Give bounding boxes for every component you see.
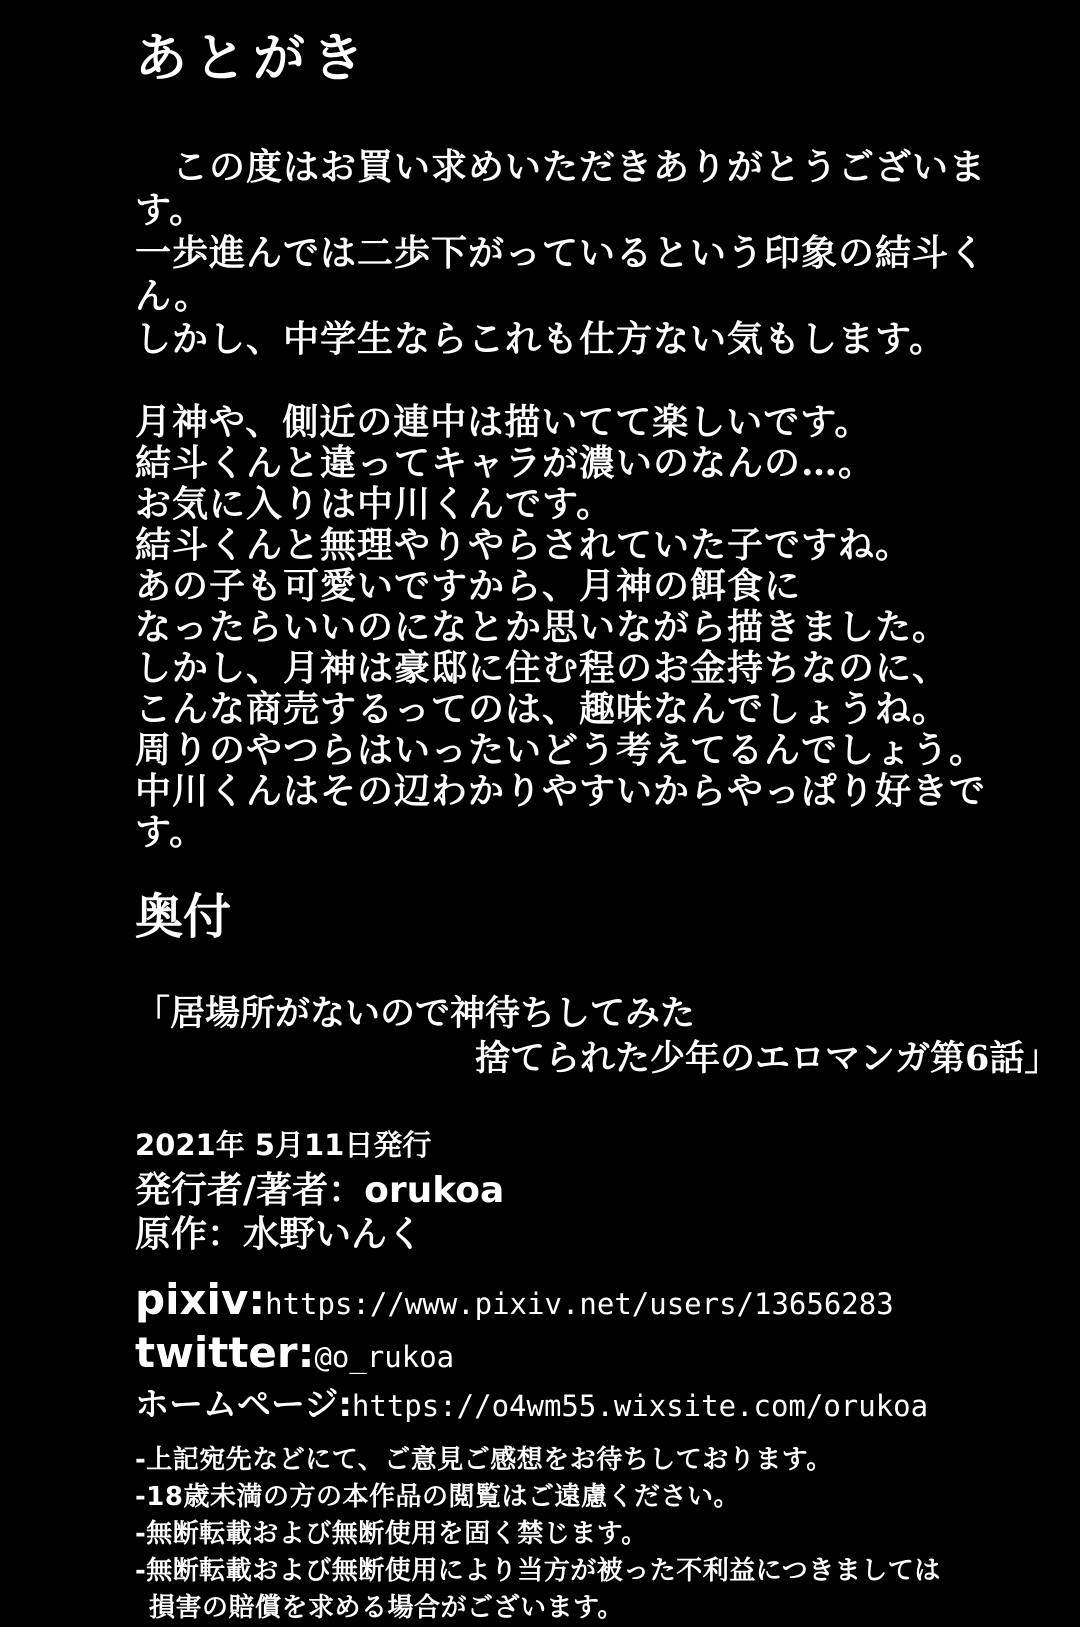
afterword-line: しかし、中学生ならこれも仕方ない気もします。 — [135, 318, 947, 360]
publication-date: 2021年 5月11日発行 — [135, 1128, 432, 1162]
afterword-line: あの子も可愛いですから、月神の餌食に — [135, 565, 802, 607]
colophon-heading: 奥付 — [135, 889, 232, 945]
afterword-line: 結斗くんと違ってキャラが濃いのなんの…。 — [135, 442, 876, 484]
afterword-line: なったらいいのになとか思いながら描きました。 — [135, 606, 950, 648]
homepage-row — [135, 1381, 1050, 1430]
afterword-paragraph-2 — [135, 402, 1050, 853]
afterword-line: しかし、月神は豪邸に住む程のお金持ちなのに、 — [135, 647, 950, 689]
contact-links — [135, 1275, 1050, 1430]
afterword-line: 月神や、側近の連中は描いてて楽しいです。 — [135, 401, 872, 443]
note-line: -無断転載および無断使用により当方が被った不利益につきましては — [135, 1556, 941, 1586]
pixiv-url: https://www.pixiv.net/users/13656283 — [265, 1287, 894, 1321]
twitter-label: twitter: — [135, 1328, 315, 1377]
note-line: -上記宛先などにて、ご意見ご感想をお待ちしております。 — [135, 1445, 833, 1475]
afterword-line: お気に入りは中川くんです。 — [135, 483, 614, 525]
work-title-line-1: 「居場所がないので神待ちしてみた — [135, 993, 696, 1034]
twitter-row — [135, 1329, 1050, 1381]
publisher-author-line: 発行者/著者：orukoa — [135, 1170, 505, 1211]
work-title-line-2: 捨てられた少年のエロマンガ第6話」 — [475, 1038, 1060, 1079]
pixiv-row — [135, 1275, 1050, 1329]
afterword-line: 周りのやつらはいったいどう考えてるんでしょう。 — [135, 729, 987, 771]
afterword-line: 一歩進んでは二歩下がっているという印象の結斗くん。 — [135, 232, 987, 317]
afterword-line: 中川くんはその辺わかりやすいからやっぱり好きです。 — [135, 770, 987, 853]
afterword-line: 結斗くんと無理やりやらされていた子ですね。 — [135, 524, 913, 566]
afterword-line: この度はお買い求めいただきありがとうございます。 — [135, 146, 987, 231]
afterword-heading: あとがき — [135, 28, 372, 89]
pixiv-label: pixiv: — [135, 1275, 266, 1324]
note-line: -無断転載および無断使用を固く禁じます。 — [135, 1519, 648, 1549]
note-line: -18歳未満の方の本作品の閲覧はご遠慮ください。 — [135, 1482, 740, 1512]
twitter-handle: @o_rukoa — [314, 1340, 455, 1374]
note-line: 損害の賠償を求める場合がございます。 — [149, 1593, 624, 1623]
original-work-line: 原作：水野いんく — [135, 1214, 424, 1255]
work-title — [135, 991, 1060, 1081]
afterword-line: こんな商売するってのは、趣味なんでしょうね。 — [135, 688, 950, 730]
homepage-url: https://o4wm55.wixsite.com/orukoa — [351, 1389, 929, 1423]
colophon-notes — [135, 1442, 1050, 1627]
afterword-paragraph-1 — [135, 146, 1050, 361]
homepage-label: ホームページ: — [135, 1385, 352, 1425]
